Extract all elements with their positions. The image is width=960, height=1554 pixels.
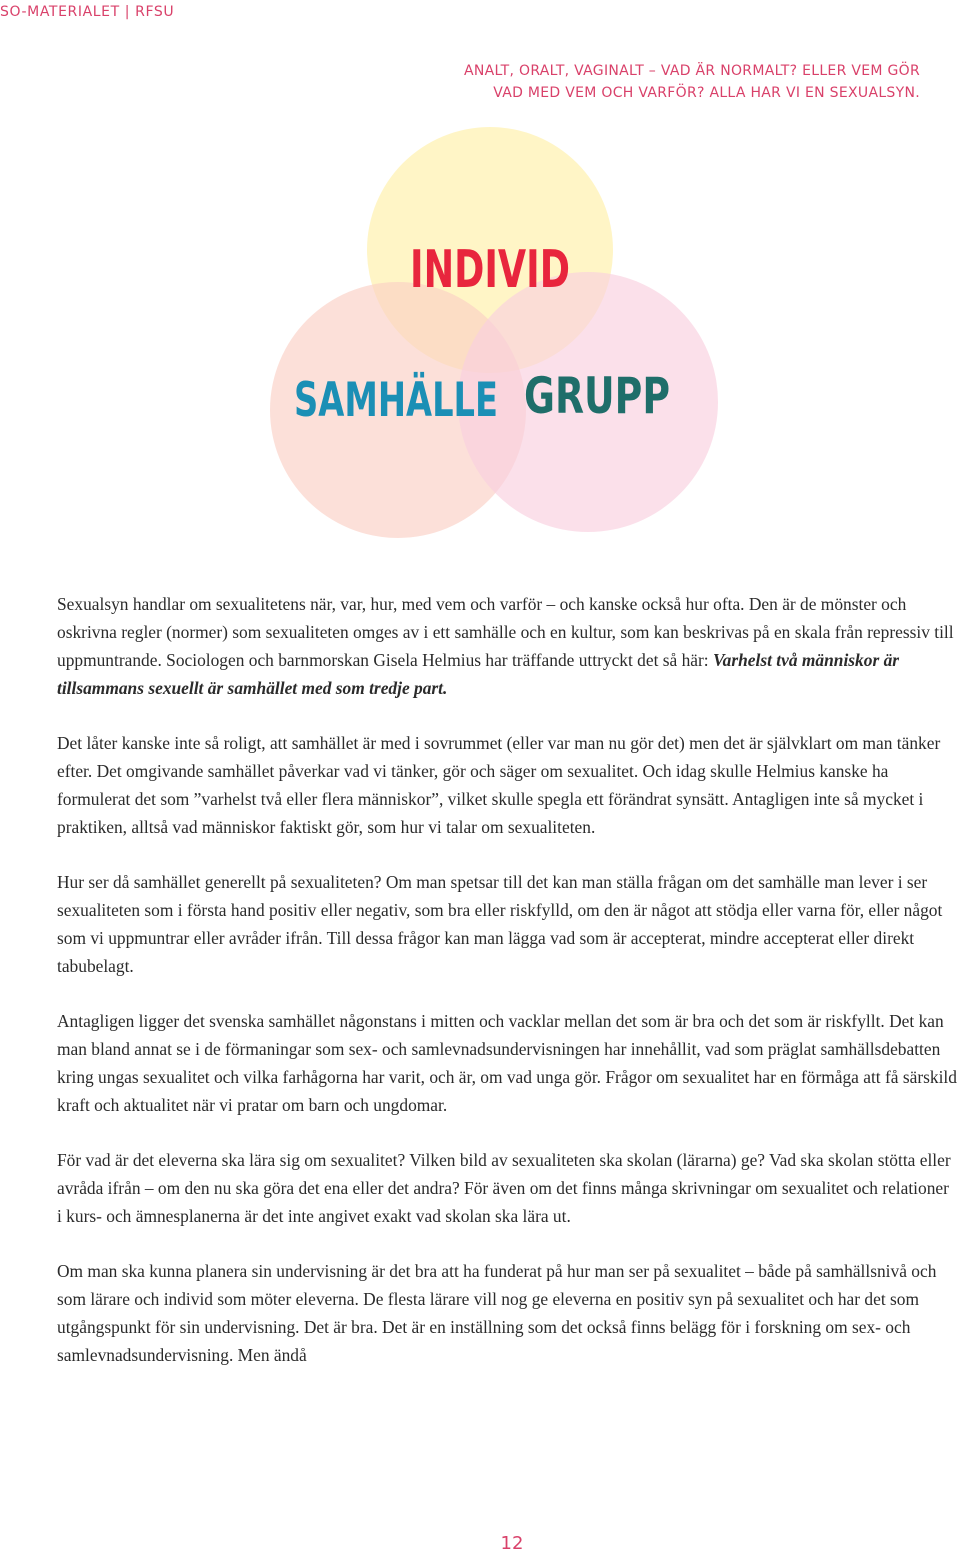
paragraph-5: För vad är det eleverna ska lära sig om sexualitet? Vilken bild av sexualiteten ska skolan (lärarna) ge? Vad ska skolan stötta eller avråda ifrån – om den nu ska göra det ena eller det andra? För även om det finns många skrivningar om sexualitet och relationer i kurs- och ämnesplanerna är det inte angivet exakt vad skolan ska lära ut. — [57, 1150, 951, 1226]
chapter-subtitle-line-1: ANALT, ORALT, VAGINALT – VAD ÄR NORMALT? ELLER VEM GÖR — [463, 63, 920, 79]
helmius-quote: Varhelst två människor är tillsammans sexuellt är samhället med som tredje part. — [57, 650, 900, 698]
paragraph-1-text: Sexualsyn handlar om sexualitetens när, var, hur, med vem och varför – och kanske också hur ofta. Den är de mönster och oskrivna regler (normer) som sexualiteten omges av i ett samhälle och en kultur, som kan beskrivas på en skala från repressiv till uppmuntrande. Sociologen och barnmorskan Gisela Helmius har träffande uttryckt det så här: — [57, 594, 954, 670]
paragraph-1 — [57, 590, 957, 702]
individ-label: INDIVID — [410, 240, 570, 300]
paragraph-4: Antagligen ligger det svenska samhället någonstans i mitten och vacklar mellan det som är bra och det som är riskfyllt. Det kan man bland annat se i de förmaningar som sex- och samlevnadsundervisningen har innehållit, vad som präglat samhällsdebatten kring ungas sexualitet och vilka farhågorna har varit, och är, om vad unga gör. Frågor om sexualitet har en förmåga att få särskild kraft och aktualitet när vi pratar om barn och ungdomar. — [57, 1011, 957, 1115]
series-title: SO-MATERIALET | RFSU — [0, 4, 175, 20]
paragraph-6: Om man ska kunna planera sin undervisning är det bra att ha funderat på hur man ser på sexualitet – både på samhällsnivå och som lärare och individ som möter eleverna. De flesta lärare vill nog ge eleverna en positiv syn på sexualitet och har det som utgångspunkt för sin undervisning. Det är bra. Det är en inställning som det också finns belägg för i forskning om sex- och samlevnadsundervisning. Men ändå — [57, 1261, 937, 1365]
page-number: 12 — [500, 1533, 524, 1554]
body-text — [57, 590, 957, 1396]
samhalle-label: SAMHÄLLE — [294, 373, 498, 428]
chapter-subtitle — [400, 60, 920, 104]
venn-diagram — [0, 120, 960, 550]
grupp-label: GRUPP — [524, 367, 670, 425]
paragraph-2: Det låter kanske inte så roligt, att samhället är med i sovrummet (eller var man nu gör det) men det är självklart om man tänker efter. Det omgivande samhället påverkar vad vi tänker, gör och säger om sexualitet. Och idag skulle Helmius kanske ha formulerat det som ”varhelst två eller flera människor”, vilket skulle spegla ett förändrat synsätt. Antagligen inte så mycket i praktiken, alltså vad människor faktiskt gör, som hur vi talar om sexualiteten. — [57, 733, 941, 837]
paragraph-3: Hur ser då samhället generellt på sexualiteten? Om man spetsar till det kan man ställa frågan om det samhälle man lever i ser sexualiteten som i första hand positiv eller negativ, som bra eller riskfylld, om den är något att stödja eller varna för, eller något som vi uppmuntrar eller avråder ifrån. Till dessa frågor kan man lägga vad som är accepterat, mindre accepterat eller direkt tabubelagt. — [57, 872, 943, 976]
chapter-subtitle-line-2: VAD MED VEM OCH VARFÖR? ALLA HAR VI EN SEXUALSYN. — [493, 85, 920, 101]
